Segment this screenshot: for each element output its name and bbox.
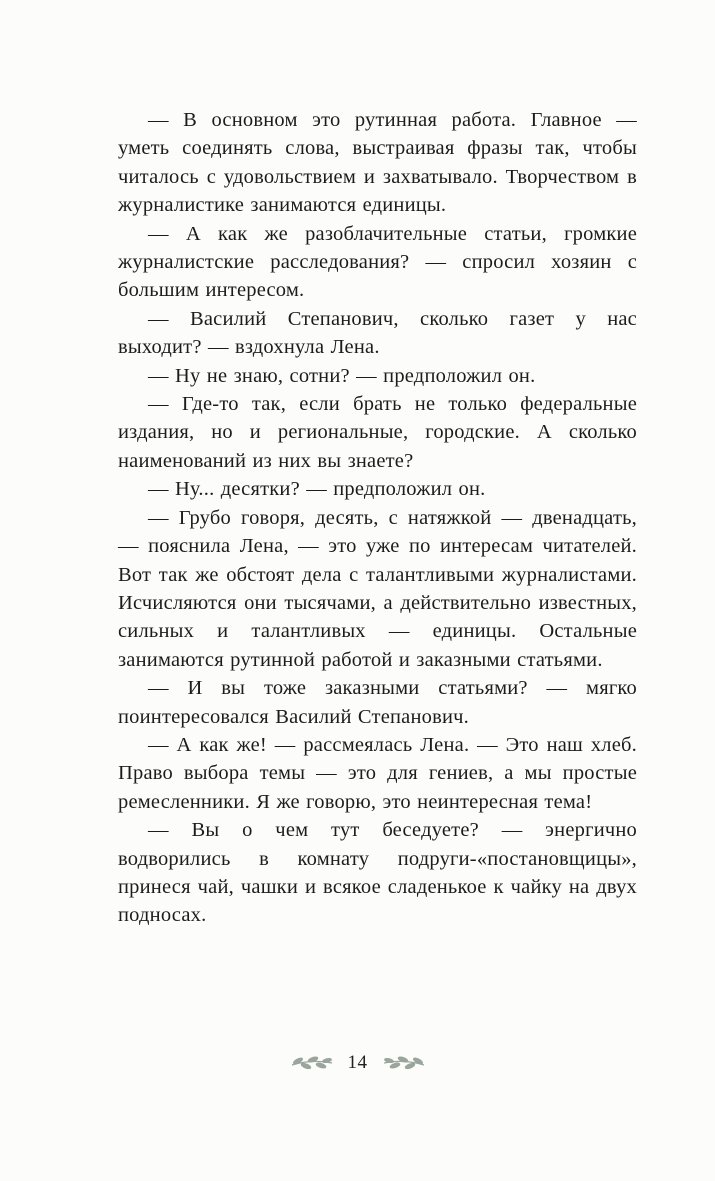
paragraph: — Вы о чем тут беседуете? — энергично водворились в комнату подруги-«постановщицы», принеся чай, чашки и всякое сладенькое к чайку на двух подносах.: [118, 819, 637, 927]
paragraph: — Ну не знаю, сотни? — предположил он.: [148, 364, 536, 387]
text-block: [118, 106, 637, 930]
paragraph: — Василий Степанович, сколько газет у нас выходит? — вздохнула Лена.: [118, 307, 637, 359]
page-footer: [0, 1052, 715, 1074]
paragraph: — Грубо говоря, десять, с натяжкой — двенадцать, — пояснила Лена, — это уже по интересам читателей. Вот так же обстоят дела с талантливыми журналистами. Исчисляются они тысячами, а действительно известных, сильных и талантливых — единицы. Остальные занимаются рутинной работой и заказными статьями.: [118, 506, 637, 671]
leaf-ornament-left-icon: [290, 1054, 334, 1072]
paragraph: — Где-то так, если брать не только федеральные издания, но и региональные, городские. А сколько наименований из них вы знаете?: [118, 393, 637, 472]
paragraph: — А как же! — рассмеялась Лена. — Это наш хлеб. Право выбора темы — это для гениев, а мы простые ремесленники. Я же говорю, это неинтересная тема!: [118, 733, 637, 813]
paragraph: — Ну... десятки? — предположил он.: [148, 478, 486, 501]
leaf-ornament-right-icon: [382, 1054, 426, 1072]
page-number: 14: [347, 1052, 368, 1073]
paragraph: — И вы тоже заказными статьями? — мягко поинтересовался Василий Степанович.: [118, 677, 637, 728]
paragraph: — А как же разоблачительные статьи, громкие журналистские расследования? — спросил хозяин с большим интересом.: [118, 222, 637, 302]
paragraph: — В основном это рутинная работа. Главное — уметь соединять слова, выстраивая фразы так, чтобы читалось с удовольствием и захватывало. Творчеством в журналистике занимаются единицы.: [118, 109, 637, 217]
